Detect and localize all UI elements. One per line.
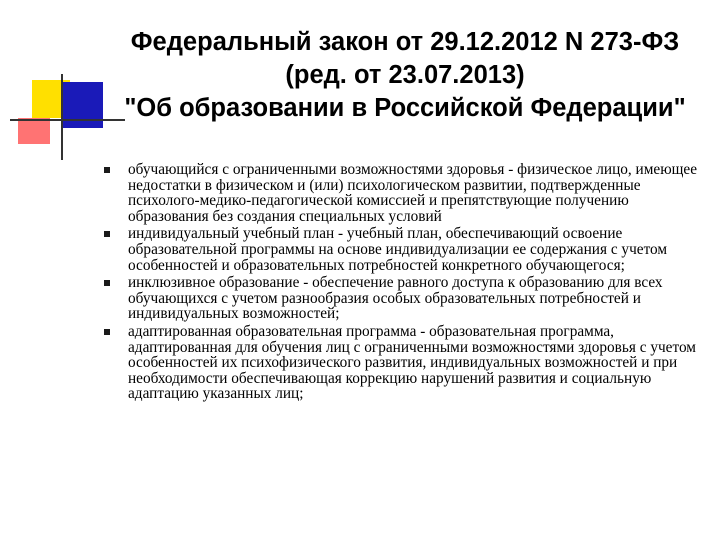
bullet-square-icon [104, 167, 110, 173]
title-line-2: (ред. от 23.07.2013) [285, 61, 525, 89]
list-item-text: обучающийся с ограниченными возможностями здоровья - физическое лицо, имеющее недостатки в физическом и (или) психологическом развитии, подтвержденные психолого-медико-педагогической комиссией и препятствующие получению образования без создания специальных условий [128, 161, 698, 225]
definition-list [104, 162, 709, 404]
list-item-text: адаптированная образовательная программа - образовательная программа, адаптированная для обучения лиц с ограниченными возможностями здоровья с учетом особенностей их психофизического развития, индивидуальных возможностей и при необходимости обеспечивающая коррекцию нарушений развития и социальную адаптацию указанных лиц; [128, 322, 696, 403]
bullet-square-icon [104, 329, 110, 335]
deco-red-square [18, 118, 50, 144]
title-line-1: Федеральный закон от 29.12.2012 N 273-ФЗ [130, 28, 680, 56]
list-item-text: индивидуальный учебный план - учебный план, обеспечивающий освоение образовательной программы на основе индивидуализации ее содержания с учетом особенностей и образовательных потребностей конкретного обучающегося; [128, 225, 668, 274]
page-title [110, 26, 700, 125]
deco-blue-square [63, 82, 103, 128]
list-item [104, 324, 709, 402]
list-item [104, 162, 709, 224]
list-item-text: инклюзивное образование - обеспечение равного доступа к образованию для всех обучающихся с учетом разнообразия особых образовательных потребностей и индивидуальных возможностей; [128, 274, 663, 323]
list-item [104, 275, 709, 322]
list-item [104, 226, 709, 273]
bullet-square-icon [104, 280, 110, 286]
title-line-3: "Об образовании в Российской Федерации" [124, 94, 686, 122]
bullet-square-icon [104, 231, 110, 237]
